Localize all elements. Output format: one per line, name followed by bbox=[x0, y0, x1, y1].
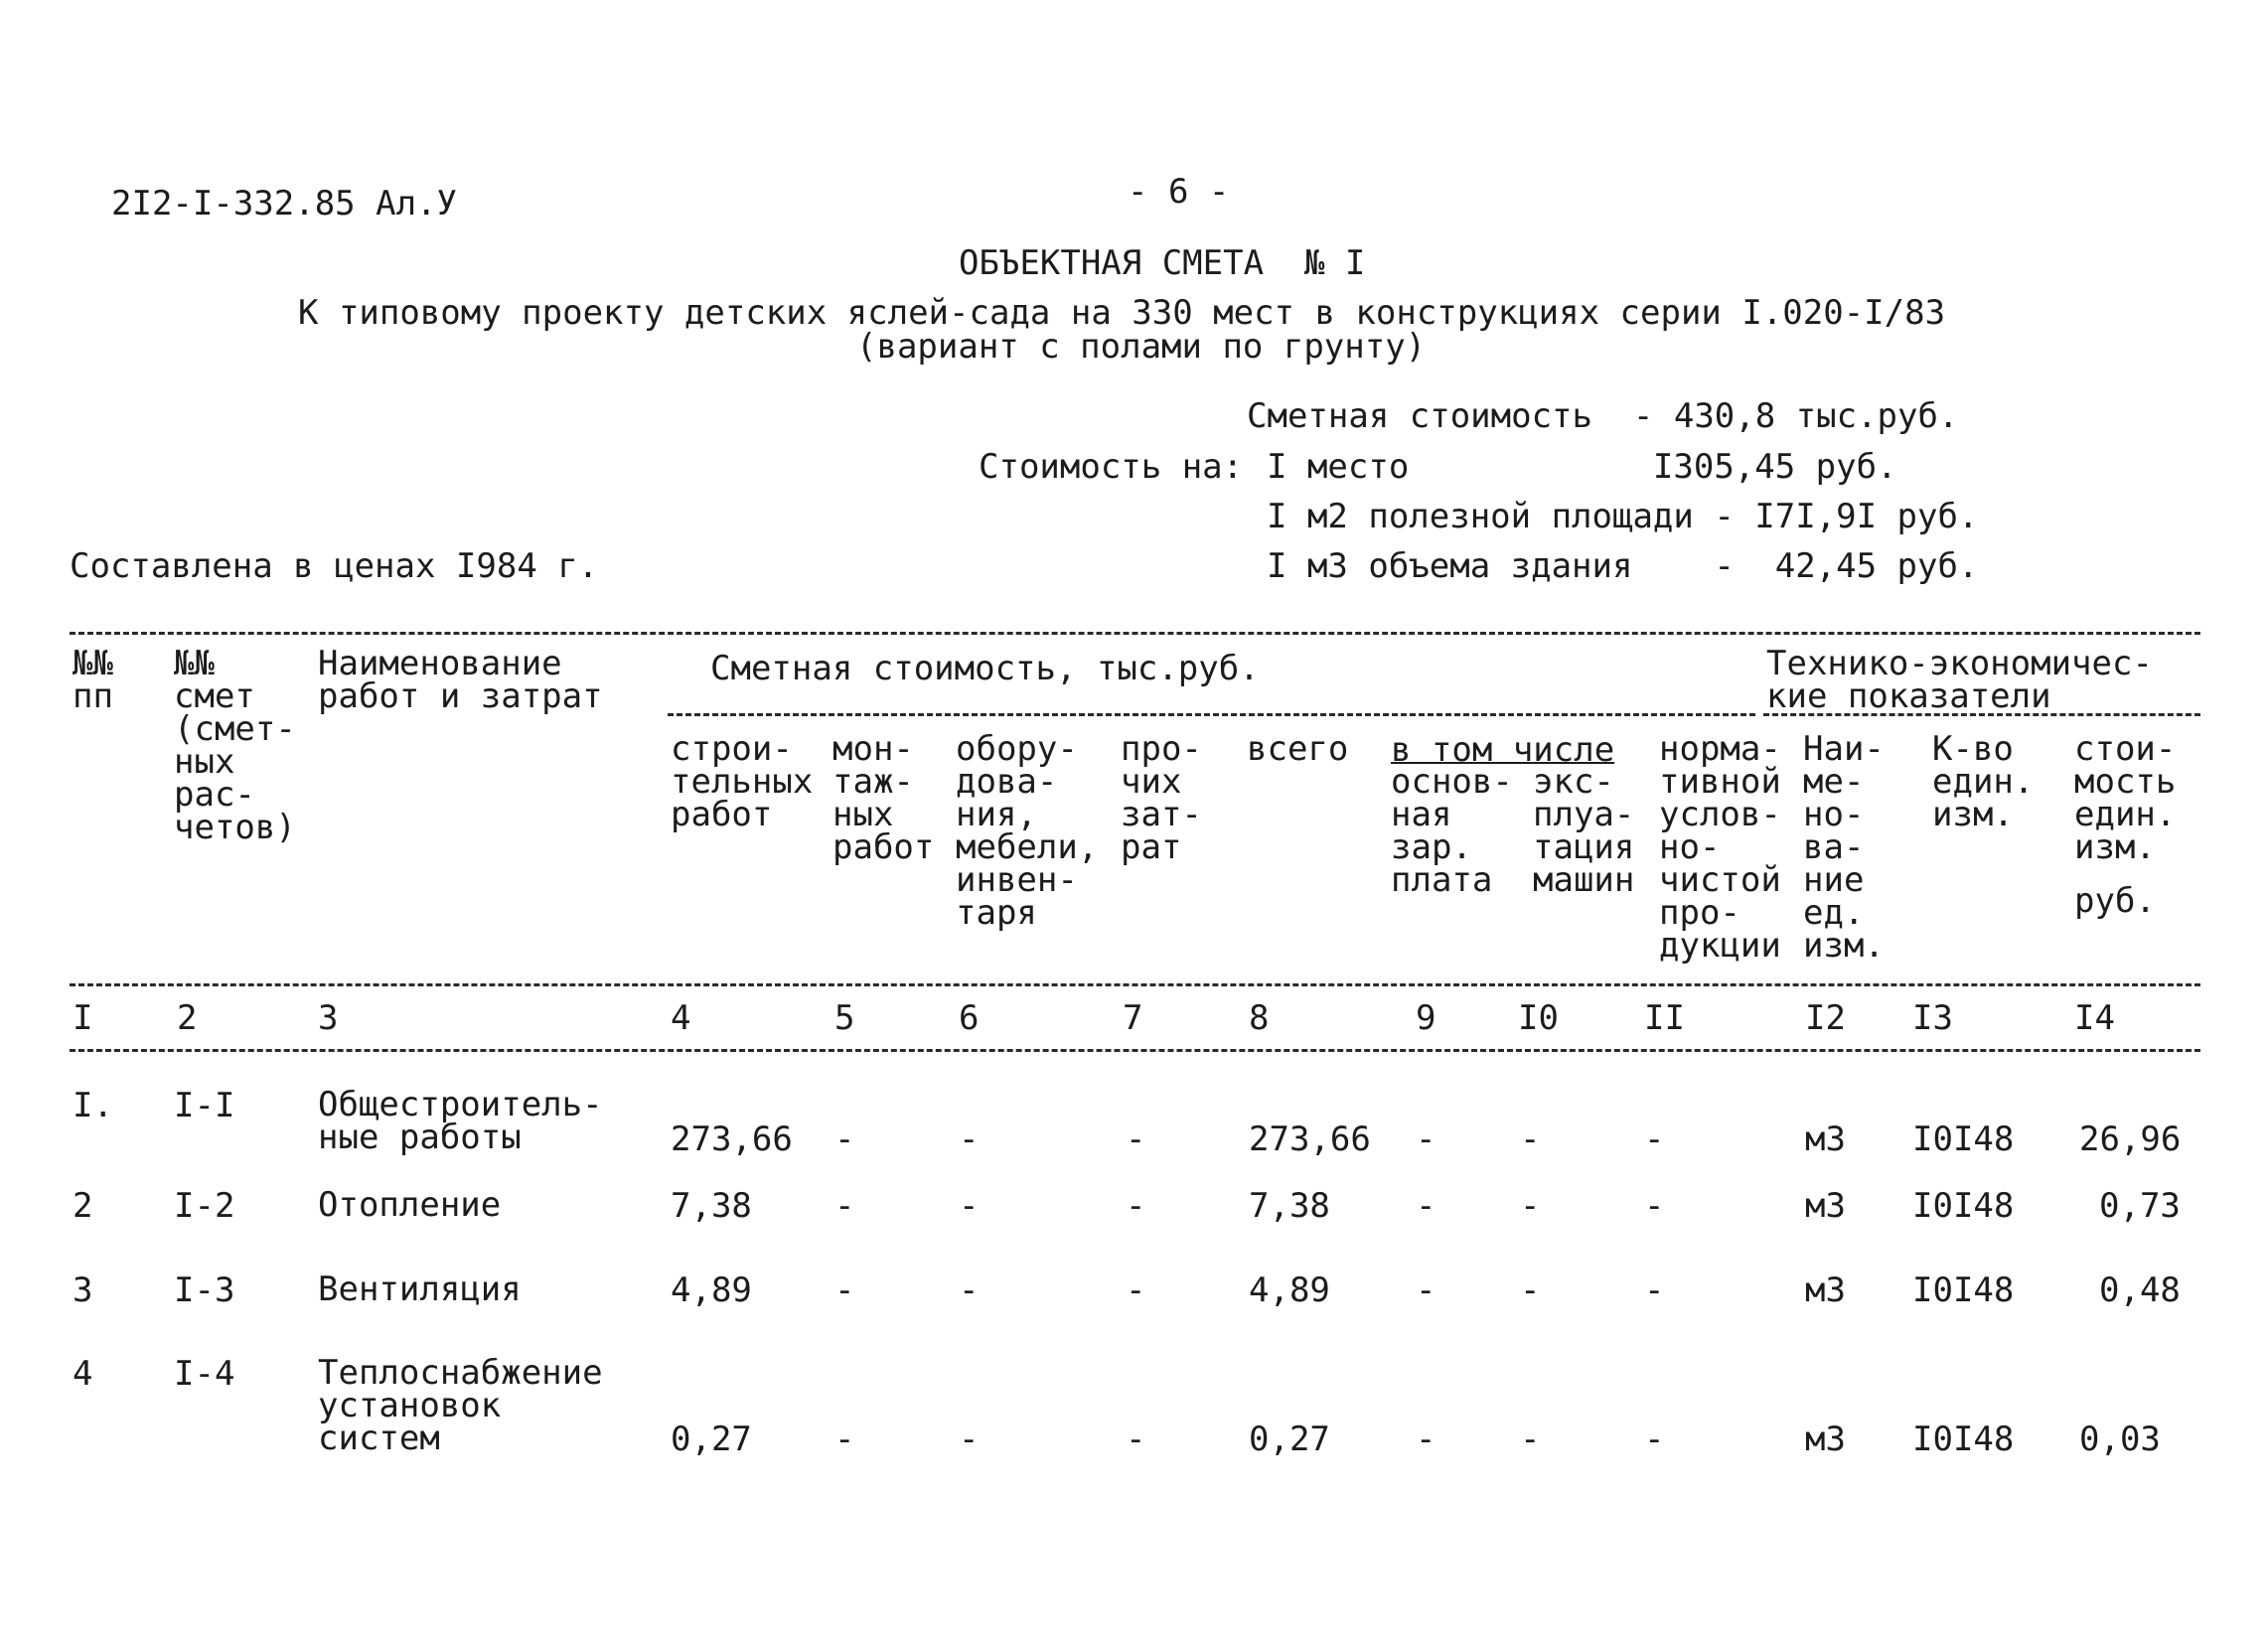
row-quantity: I0I48 bbox=[1912, 1120, 2015, 1159]
header-cost-group: Сметная стоимость, тыс.руб. bbox=[710, 649, 1260, 688]
row-salary: - bbox=[1416, 1120, 1436, 1159]
column-numbers-rule bbox=[70, 1049, 2200, 1052]
table-top-rule bbox=[70, 632, 2200, 635]
row-estimate: I-2 bbox=[174, 1186, 235, 1226]
row-number: 2 bbox=[73, 1186, 93, 1226]
row-normative: - bbox=[1644, 1186, 1665, 1226]
column-number: 7 bbox=[1123, 998, 1143, 1038]
row-salary: - bbox=[1416, 1186, 1436, 1226]
row-unit: м3 bbox=[1805, 1270, 1846, 1310]
row-unit-cost: 0,73 bbox=[2099, 1186, 2181, 1226]
row-construction: 273,66 bbox=[671, 1120, 793, 1159]
row-other: - bbox=[1126, 1270, 1146, 1310]
row-unit: м3 bbox=[1805, 1186, 1846, 1226]
row-installation: - bbox=[834, 1120, 855, 1159]
row-number: I. bbox=[73, 1086, 113, 1125]
header-other-costs: про- чих зат- рат bbox=[1121, 729, 1202, 867]
document-title: ОБЪЕКТНАЯ СМЕТА № I bbox=[959, 243, 1366, 283]
header-base-salary: основ- ная зар. плата bbox=[1391, 762, 1513, 900]
prices-note: Составлена в ценах I984 г. bbox=[70, 546, 599, 586]
header-work-name: Наименование работ и затрат bbox=[318, 644, 603, 716]
header-equipment: обору- дова- ния, мебели, инвен- таря bbox=[956, 729, 1099, 933]
row-name: Общестроитель- ные работы bbox=[318, 1085, 603, 1157]
row-name: Вентиляция bbox=[318, 1270, 522, 1309]
row-equipment: - bbox=[959, 1186, 980, 1226]
row-machines: - bbox=[1520, 1186, 1541, 1226]
row-normative: - bbox=[1644, 1120, 1665, 1159]
row-equipment: - bbox=[959, 1419, 980, 1459]
row-equipment: - bbox=[959, 1120, 980, 1159]
row-total: 4,89 bbox=[1249, 1270, 1330, 1310]
row-number: 4 bbox=[73, 1354, 93, 1394]
row-salary: - bbox=[1416, 1270, 1436, 1310]
header-unit-name: Наи- ме- но- ва- ние ед. изм. bbox=[1803, 729, 1885, 966]
header-unit-cost-currency: руб. bbox=[2074, 881, 2156, 921]
header-tech-group: Технико-экономичес- кие показатели bbox=[1766, 644, 2153, 716]
column-number: II bbox=[1644, 998, 1685, 1038]
row-quantity: I0I48 bbox=[1912, 1419, 2015, 1459]
cost-per-place: I место I305,45 руб. bbox=[1267, 447, 1897, 487]
row-unit-cost: 0,03 bbox=[2079, 1419, 2161, 1459]
row-quantity: I0I48 bbox=[1912, 1186, 2015, 1226]
row-unit: м3 bbox=[1805, 1419, 1846, 1459]
column-number: I3 bbox=[1912, 998, 1953, 1038]
column-number: 5 bbox=[834, 998, 855, 1038]
header-bottom-rule bbox=[70, 983, 2200, 986]
document-subtitle-variant: (вариант с полами по грунту) bbox=[856, 327, 1427, 367]
row-machines: - bbox=[1520, 1120, 1541, 1159]
row-normative: - bbox=[1644, 1419, 1665, 1459]
row-name: Отопление bbox=[318, 1185, 502, 1225]
row-total: 7,38 bbox=[1249, 1186, 1330, 1226]
header-installation-works: мон- таж- ных работ bbox=[832, 729, 935, 867]
header-total: всего bbox=[1247, 729, 1349, 769]
document-subtitle: К типовому проекту детских яслей-сада на 330 мест в конструкциях серии I.020-I/83 bbox=[298, 293, 1946, 333]
row-estimate: I-I bbox=[174, 1086, 235, 1125]
header-row-number: №№ пп bbox=[73, 644, 113, 716]
column-number: 8 bbox=[1249, 998, 1270, 1038]
column-number: 6 bbox=[959, 998, 980, 1038]
header-construction-works: строи- тельных работ bbox=[671, 729, 814, 834]
row-other: - bbox=[1126, 1120, 1146, 1159]
row-unit: м3 bbox=[1805, 1120, 1846, 1159]
header-normative-product: норма- тивной услов- но- чистой про- дукции bbox=[1659, 729, 1781, 966]
row-total: 273,66 bbox=[1249, 1120, 1371, 1159]
row-estimate: I-4 bbox=[174, 1354, 235, 1394]
row-normative: - bbox=[1644, 1270, 1665, 1310]
row-name: Теплоснабжение установок систем bbox=[318, 1353, 603, 1458]
row-installation: - bbox=[834, 1186, 855, 1226]
column-number: 9 bbox=[1416, 998, 1436, 1038]
row-machines: - bbox=[1520, 1270, 1541, 1310]
column-number: I0 bbox=[1518, 998, 1559, 1038]
header-including: в том числе bbox=[1391, 730, 1615, 770]
row-quantity: I0I48 bbox=[1912, 1270, 2015, 1310]
row-estimate: I-3 bbox=[174, 1270, 235, 1310]
row-other: - bbox=[1126, 1186, 1146, 1226]
header-machine-operation: экс- плуа- тация машин bbox=[1533, 762, 1635, 900]
cost-per-label: Стоимость на: bbox=[979, 447, 1244, 487]
column-number: 4 bbox=[671, 998, 691, 1038]
document-code: 2I2-I-332.85 Ал.У bbox=[111, 184, 457, 224]
column-number: I bbox=[73, 998, 93, 1038]
page-number: - 6 - bbox=[1128, 172, 1230, 212]
row-machines: - bbox=[1520, 1419, 1541, 1459]
row-unit-cost: 26,96 bbox=[2079, 1120, 2182, 1159]
column-number: I2 bbox=[1805, 998, 1846, 1038]
row-installation: - bbox=[834, 1270, 855, 1310]
cost-per-m2: I м2 полезной площади - I7I,9I руб. bbox=[1267, 497, 1979, 536]
header-unit-quantity: К-во един. изм. bbox=[1932, 729, 2035, 834]
column-number: I4 bbox=[2074, 998, 2115, 1038]
row-construction: 7,38 bbox=[671, 1186, 752, 1226]
row-construction: 4,89 bbox=[671, 1270, 752, 1310]
cost-per-m3: I м3 объема здания - 42,45 руб. bbox=[1267, 546, 1979, 586]
row-salary: - bbox=[1416, 1419, 1436, 1459]
row-equipment: - bbox=[959, 1270, 980, 1310]
header-estimate-number: №№ смет (смет- ных рас- четов) bbox=[174, 644, 296, 847]
cost-group-rule bbox=[668, 713, 1755, 716]
row-number: 3 bbox=[73, 1270, 93, 1310]
column-number: 3 bbox=[318, 998, 339, 1038]
row-construction: 0,27 bbox=[671, 1419, 752, 1459]
header-unit-cost: стои- мость един. изм. bbox=[2074, 729, 2177, 867]
estimated-cost: Сметная стоимость - 430,8 тыс.руб. bbox=[1247, 396, 1959, 436]
row-installation: - bbox=[834, 1419, 855, 1459]
row-total: 0,27 bbox=[1249, 1419, 1330, 1459]
row-unit-cost: 0,48 bbox=[2099, 1270, 2181, 1310]
row-other: - bbox=[1126, 1419, 1146, 1459]
column-number: 2 bbox=[177, 998, 198, 1038]
